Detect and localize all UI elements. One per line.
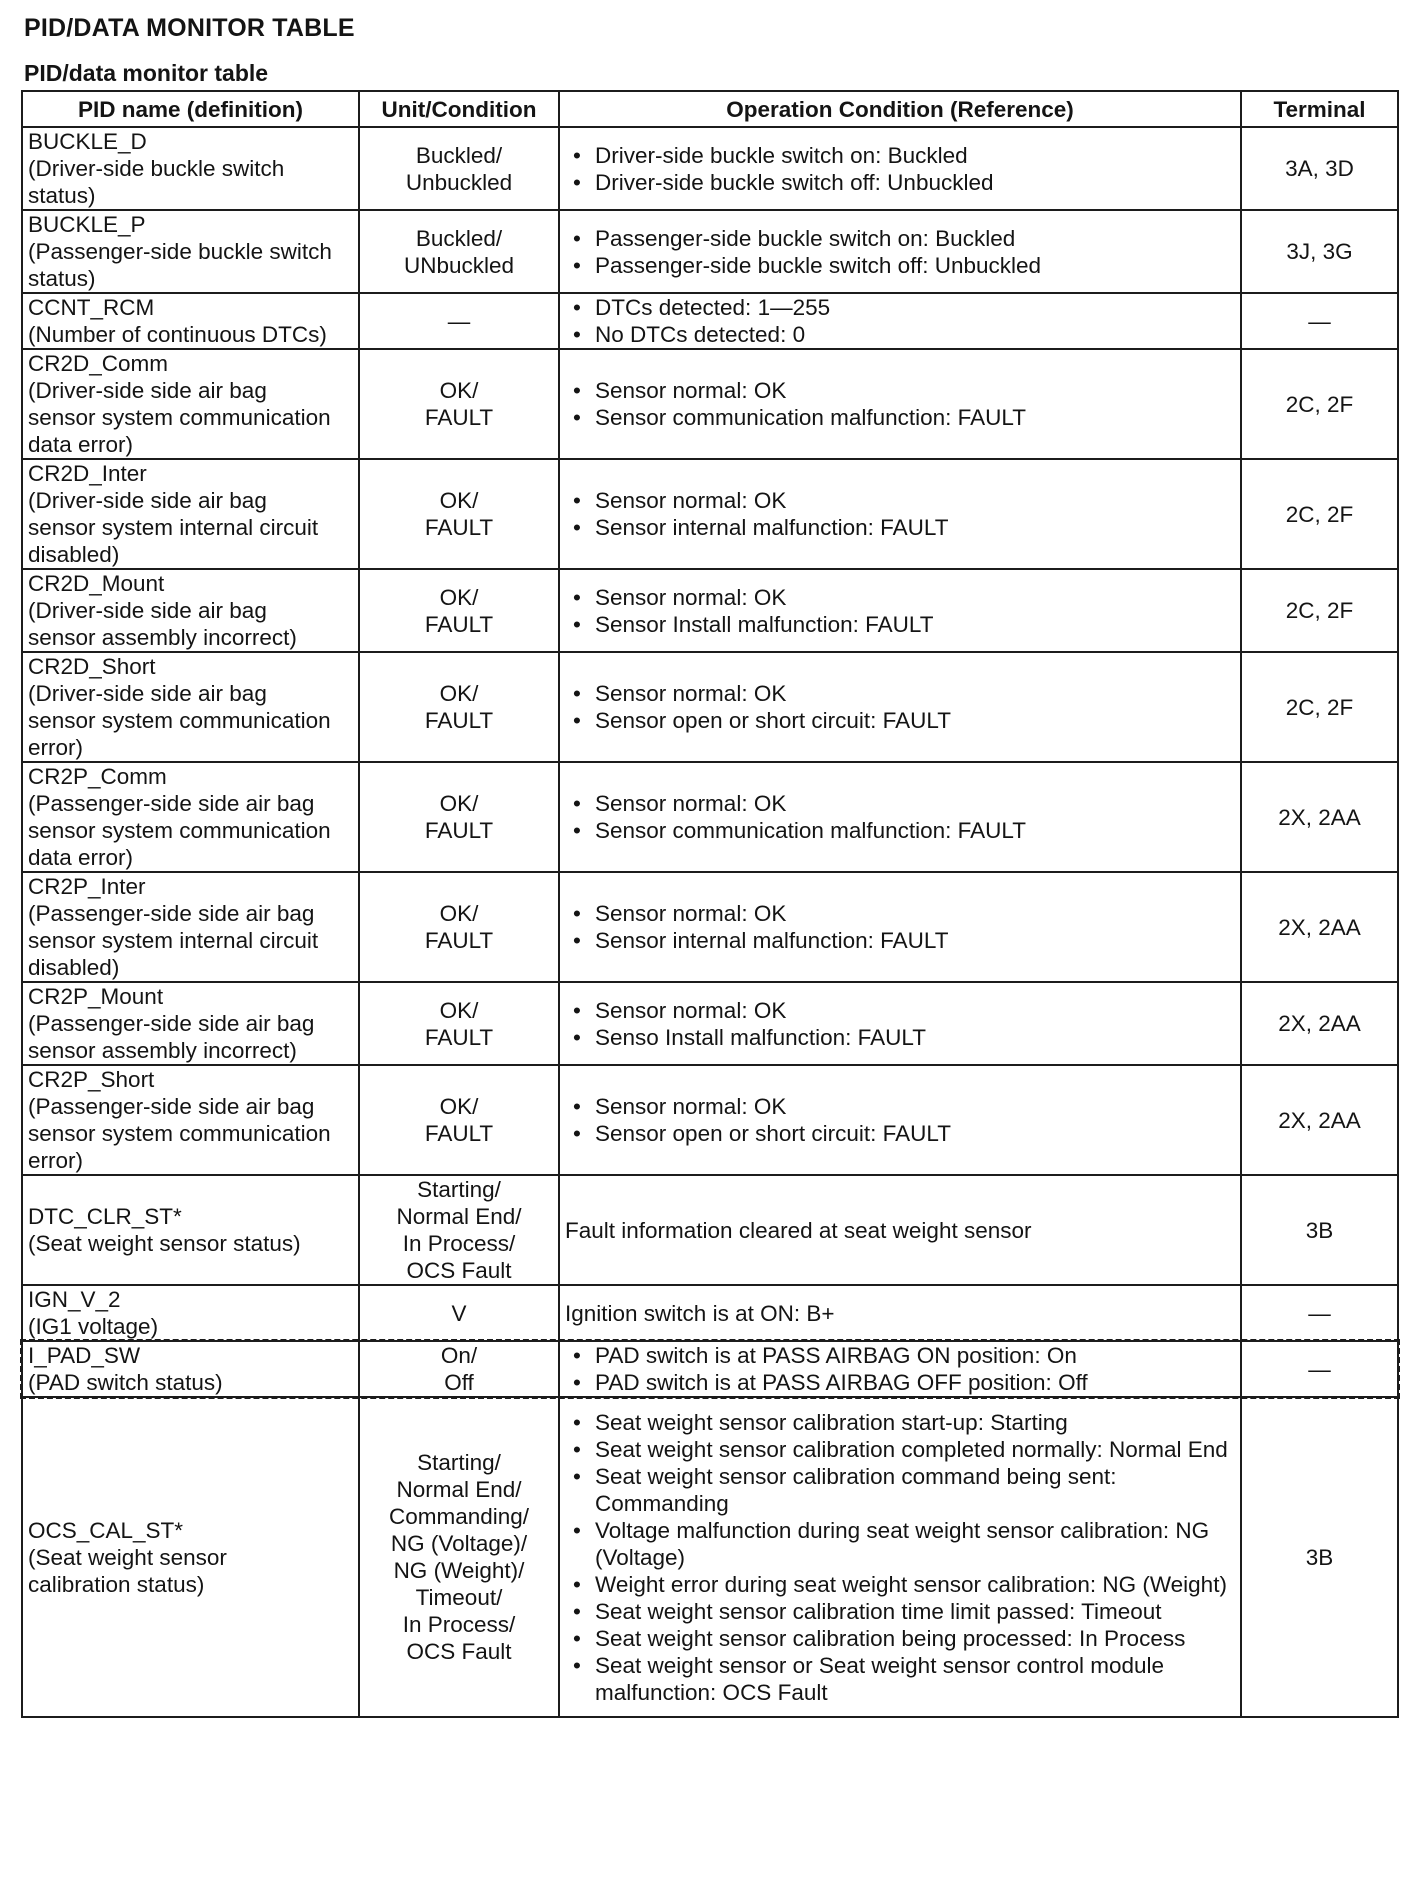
terminal-cell: 3B	[1241, 1175, 1398, 1285]
operation-condition-list	[565, 997, 1235, 1051]
operation-condition-item: • Sensor normal: OK	[565, 900, 1235, 927]
operation-condition-cell	[559, 762, 1241, 872]
table-row	[22, 1065, 1398, 1175]
pid-data-monitor-table	[21, 90, 1399, 1718]
operation-condition-item: • Sensor normal: OK	[565, 997, 1235, 1024]
terminal-cell: 3B	[1241, 1397, 1398, 1717]
operation-condition-item: • Sensor normal: OK	[565, 584, 1235, 611]
operation-condition-cell	[559, 1341, 1241, 1397]
unit-condition-line: Starting/	[417, 1177, 501, 1202]
operation-condition-text: Ignition switch is at ON: B+	[565, 1300, 835, 1326]
table-header-row	[22, 91, 1398, 127]
operation-condition-item: • Sensor communication malfunction: FAULT	[565, 817, 1235, 844]
pid-name-cell	[22, 349, 359, 459]
pid-definition-line: sensor assembly incorrect)	[28, 1038, 297, 1063]
pid-definition-line: disabled)	[28, 542, 120, 567]
unit-condition-line: OK/	[439, 997, 479, 1023]
table-body	[22, 127, 1398, 1717]
operation-condition-list	[565, 900, 1235, 954]
terminal-cell: —	[1241, 1341, 1398, 1397]
pid-name-cell	[22, 459, 359, 569]
pid-name-cell	[22, 1065, 359, 1175]
terminal-cell: 2X, 2AA	[1241, 1065, 1398, 1175]
unit-condition-line: On/	[440, 1343, 478, 1368]
pid-definition-line: data error)	[28, 432, 134, 457]
operation-condition-cell	[559, 1175, 1241, 1285]
unit-condition-line: NG (Weight)/	[393, 1558, 525, 1583]
terminal-cell: 2X, 2AA	[1241, 982, 1398, 1065]
operation-condition-item: • Sensor open or short circuit: FAULT	[565, 707, 1235, 734]
document-title: PID/DATA MONITOR TABLE	[24, 14, 355, 42]
operation-condition-item: • Sensor normal: OK	[565, 377, 1235, 404]
operation-condition-item: • Driver-side buckle switch off: Unbuckled	[565, 169, 1235, 196]
unit-condition-line: FAULT	[424, 611, 494, 637]
operation-condition-cell	[559, 459, 1241, 569]
unit-condition-cell	[359, 210, 559, 293]
unit-condition-cell	[359, 982, 559, 1065]
operation-condition-item: • Voltage malfunction during seat weight sensor calibration: NG (Voltage)	[565, 1517, 1235, 1571]
operation-condition-item: • Seat weight sensor calibration being processed: In Process	[565, 1625, 1235, 1652]
operation-condition-cell	[559, 349, 1241, 459]
pid-name-cell	[22, 762, 359, 872]
pid-name-cell	[22, 569, 359, 652]
terminal-cell: 2C, 2F	[1241, 459, 1398, 569]
operation-condition-cell	[559, 872, 1241, 982]
pid-name: CR2D_Inter	[28, 461, 147, 486]
unit-condition-cell	[359, 762, 559, 872]
pid-name-cell	[22, 293, 359, 349]
pid-definition-line: (Seat weight sensor	[28, 1544, 227, 1570]
operation-condition-list	[565, 790, 1235, 844]
terminal-cell: —	[1241, 293, 1398, 349]
pid-name: I_PAD_SW	[28, 1343, 141, 1368]
table-row	[22, 1397, 1398, 1717]
pid-definition-line: sensor system communication	[28, 405, 331, 430]
pid-name: BUCKLE_P	[28, 212, 146, 237]
unit-condition-line: OK/	[439, 1094, 479, 1119]
operation-condition-item: • Sensor normal: OK	[565, 790, 1235, 817]
operation-condition-cell	[559, 210, 1241, 293]
unit-condition-line: FAULT	[424, 818, 494, 843]
operation-condition-item: • Sensor normal: OK	[565, 487, 1235, 514]
pid-definition-line: calibration status)	[28, 1571, 205, 1597]
unit-condition-line: V	[451, 1300, 467, 1326]
pid-definition-line: (IG1 voltage)	[28, 1314, 159, 1339]
unit-condition-line: Buckled/	[415, 225, 503, 251]
unit-condition-line: FAULT	[424, 405, 494, 430]
operation-condition-item: • Sensor normal: OK	[565, 1093, 1235, 1120]
operation-condition-item: • Seat weight sensor calibration completed normally: Normal End	[565, 1436, 1235, 1463]
pid-definition-line: sensor system internal circuit	[28, 928, 319, 953]
pid-name-cell	[22, 1341, 359, 1397]
operation-condition-list	[565, 1093, 1235, 1147]
table-row	[22, 349, 1398, 459]
operation-condition-cell	[559, 1065, 1241, 1175]
operation-condition-list	[565, 225, 1235, 279]
unit-condition-line: In Process/	[402, 1231, 516, 1256]
unit-condition-line: Normal End/	[396, 1204, 522, 1229]
operation-condition-item: • Seat weight sensor calibration command being sent: Commanding	[565, 1463, 1235, 1517]
table-row	[22, 1341, 1398, 1397]
operation-condition-list	[565, 680, 1235, 734]
pid-definition-line: (Passenger-side side air bag	[28, 1011, 315, 1036]
unit-condition-line: In Process/	[402, 1612, 516, 1637]
pid-definition-line: status)	[28, 183, 96, 208]
pid-definition-line: sensor system communication	[28, 708, 331, 733]
unit-condition-line: OK/	[439, 584, 479, 610]
table-row	[22, 1175, 1398, 1285]
operation-condition-item: • PAD switch is at PASS AIRBAG OFF position: Off	[565, 1369, 1235, 1396]
pid-definition-line: (Driver-side side air bag	[28, 378, 267, 403]
operation-condition-cell	[559, 1285, 1241, 1341]
unit-condition-line: Commanding/	[388, 1504, 530, 1529]
unit-condition-cell	[359, 459, 559, 569]
header-operation-condition: Operation Condition (Reference)	[559, 91, 1241, 127]
pid-definition-line: (PAD switch status)	[28, 1370, 223, 1395]
operation-condition-item: • Passenger-side buckle switch off: Unbuckled	[565, 252, 1235, 279]
pid-name: CR2P_Short	[28, 1067, 155, 1092]
terminal-cell: 3J, 3G	[1241, 210, 1398, 293]
pid-definition-line: (Driver-side side air bag	[28, 598, 267, 623]
pid-name: CR2P_Mount	[28, 984, 164, 1009]
pid-definition-line: sensor system communication	[28, 818, 331, 843]
unit-condition-line: OK/	[439, 488, 479, 513]
pid-name-cell	[22, 982, 359, 1065]
unit-condition-line: Timeout/	[415, 1585, 503, 1610]
unit-condition-line: OK/	[439, 378, 479, 403]
unit-condition-cell	[359, 1065, 559, 1175]
table-row	[22, 1285, 1398, 1341]
operation-condition-item: • Sensor internal malfunction: FAULT	[565, 514, 1235, 541]
terminal-cell: 2C, 2F	[1241, 349, 1398, 459]
header-terminal: Terminal	[1241, 91, 1398, 127]
operation-condition-item: • Sensor open or short circuit: FAULT	[565, 1120, 1235, 1147]
operation-condition-list	[565, 294, 1235, 348]
operation-condition-list	[565, 142, 1235, 196]
operation-condition-list	[565, 487, 1235, 541]
pid-definition-line: (Passenger-side side air bag	[28, 1094, 315, 1119]
pid-definition-line: (Driver-side side air bag	[28, 488, 267, 513]
operation-condition-cell	[559, 569, 1241, 652]
unit-condition-line: OK/	[439, 901, 479, 926]
unit-condition-line: OCS Fault	[406, 1639, 512, 1664]
operation-condition-item: • No DTCs detected: 0	[565, 321, 1235, 348]
terminal-cell: 2X, 2AA	[1241, 762, 1398, 872]
pid-definition-line: (Number of continuous DTCs)	[28, 322, 327, 347]
unit-condition-line: FAULT	[424, 1024, 494, 1050]
operation-condition-text: Fault information cleared at seat weight sensor	[565, 1217, 1032, 1243]
pid-name: IGN_V_2	[28, 1287, 121, 1312]
operation-condition-item: • Sensor internal malfunction: FAULT	[565, 927, 1235, 954]
unit-condition-cell	[359, 127, 559, 210]
pid-name: CR2D_Short	[28, 654, 156, 679]
operation-condition-cell	[559, 982, 1241, 1065]
unit-condition-cell	[359, 1341, 559, 1397]
operation-condition-item: • Driver-side buckle switch on: Buckled	[565, 142, 1235, 169]
operation-condition-cell	[559, 652, 1241, 762]
unit-condition-line: OK/	[439, 791, 479, 816]
table-caption: PID/data monitor table	[24, 60, 269, 86]
header-pid-name: PID name (definition)	[22, 91, 359, 127]
pid-name: BUCKLE_D	[28, 129, 147, 154]
operation-condition-list	[565, 1409, 1235, 1706]
operation-condition-item: • Sensor communication malfunction: FAULT	[565, 404, 1235, 431]
pid-definition-line: sensor system communication	[28, 1121, 331, 1146]
pid-name-cell	[22, 127, 359, 210]
unit-condition-line: Unbuckled	[405, 169, 513, 195]
pid-name: CR2D_Mount	[28, 571, 165, 596]
unit-condition-cell	[359, 652, 559, 762]
operation-condition-cell	[559, 1397, 1241, 1717]
pid-definition-line: (Passenger-side buckle switch	[28, 239, 332, 264]
terminal-cell: —	[1241, 1285, 1398, 1341]
pid-name-cell	[22, 652, 359, 762]
table-row	[22, 982, 1398, 1065]
operation-condition-item: • Seat weight sensor calibration start-up: Starting	[565, 1409, 1235, 1436]
operation-condition-list	[565, 584, 1235, 638]
terminal-cell: 2C, 2F	[1241, 652, 1398, 762]
unit-condition-line: Buckled/	[415, 142, 503, 168]
unit-condition-line: FAULT	[424, 928, 494, 953]
table-row	[22, 210, 1398, 293]
operation-condition-list	[565, 377, 1235, 431]
operation-condition-cell	[559, 293, 1241, 349]
unit-condition-cell	[359, 293, 559, 349]
unit-condition-line: Off	[444, 1370, 474, 1395]
unit-condition-cell	[359, 872, 559, 982]
unit-condition-line: OK/	[439, 681, 479, 706]
unit-condition-line: FAULT	[424, 1121, 494, 1146]
unit-condition-cell	[359, 349, 559, 459]
unit-condition-line: OCS Fault	[406, 1258, 512, 1283]
pid-name-cell	[22, 1175, 359, 1285]
pid-name: CR2P_Comm	[28, 764, 167, 789]
unit-condition-cell	[359, 569, 559, 652]
unit-condition-line: —	[447, 308, 471, 334]
table-row	[22, 569, 1398, 652]
operation-condition-item: • Senso Install malfunction: FAULT	[565, 1024, 1235, 1051]
pid-definition-line: sensor system internal circuit	[28, 515, 319, 540]
unit-condition-cell	[359, 1285, 559, 1341]
pid-name-cell	[22, 872, 359, 982]
operation-condition-item: • Seat weight sensor or Seat weight sensor control module malfunction: OCS Fault	[565, 1652, 1235, 1706]
pid-name-cell	[22, 210, 359, 293]
table-row	[22, 127, 1398, 210]
pid-definition-line: error)	[28, 1148, 83, 1173]
terminal-cell: 3A, 3D	[1241, 127, 1398, 210]
pid-definition-line: (Seat weight sensor status)	[28, 1231, 301, 1256]
pid-name-cell	[22, 1397, 359, 1717]
pid-name: DTC_CLR_ST*	[28, 1204, 182, 1229]
pid-definition-line: (Passenger-side side air bag	[28, 791, 315, 816]
pid-name: CR2P_Inter	[28, 874, 146, 899]
unit-condition-line: FAULT	[424, 708, 494, 733]
operation-condition-item: • PAD switch is at PASS AIRBAG ON position: On	[565, 1342, 1235, 1369]
operation-condition-item: • Seat weight sensor calibration time limit passed: Timeout	[565, 1598, 1235, 1625]
unit-condition-line: UNbuckled	[403, 252, 515, 278]
operation-condition-list	[565, 1342, 1235, 1396]
terminal-cell: 2C, 2F	[1241, 569, 1398, 652]
table-row	[22, 652, 1398, 762]
pid-definition-line: status)	[28, 266, 96, 291]
table-row	[22, 872, 1398, 982]
pid-definition-line: disabled)	[28, 955, 120, 980]
pid-name: CCNT_RCM	[28, 295, 155, 320]
pid-name: CR2D_Comm	[28, 351, 169, 376]
operation-condition-item: • Sensor Install malfunction: FAULT	[565, 611, 1235, 638]
table-row	[22, 459, 1398, 569]
pid-definition-line: (Driver-side side air bag	[28, 681, 267, 706]
pid-definition-line: (Driver-side buckle switch	[28, 156, 285, 181]
pid-name-cell	[22, 1285, 359, 1341]
pid-definition-line: error)	[28, 735, 83, 760]
unit-condition-line: FAULT	[424, 515, 494, 540]
pid-definition-line: data error)	[28, 845, 134, 870]
table-row	[22, 293, 1398, 349]
operation-condition-cell	[559, 127, 1241, 210]
unit-condition-line: Normal End/	[396, 1477, 522, 1502]
pid-name: OCS_CAL_ST*	[28, 1517, 184, 1543]
unit-condition-line: NG (Voltage)/	[390, 1531, 528, 1556]
pid-definition-line: (Passenger-side side air bag	[28, 901, 315, 926]
operation-condition-item: • Passenger-side buckle switch on: Buckled	[565, 225, 1235, 252]
unit-condition-cell	[359, 1397, 559, 1717]
unit-condition-cell	[359, 1175, 559, 1285]
operation-condition-item: • Sensor normal: OK	[565, 680, 1235, 707]
table-row	[22, 762, 1398, 872]
terminal-cell: 2X, 2AA	[1241, 872, 1398, 982]
header-unit-condition: Unit/Condition	[359, 91, 559, 127]
unit-condition-line: Starting/	[417, 1450, 501, 1475]
operation-condition-item: • Weight error during seat weight sensor calibration: NG (Weight)	[565, 1571, 1235, 1598]
pid-definition-line: sensor assembly incorrect)	[28, 625, 297, 650]
operation-condition-item: • DTCs detected: 1—255	[565, 294, 1235, 321]
